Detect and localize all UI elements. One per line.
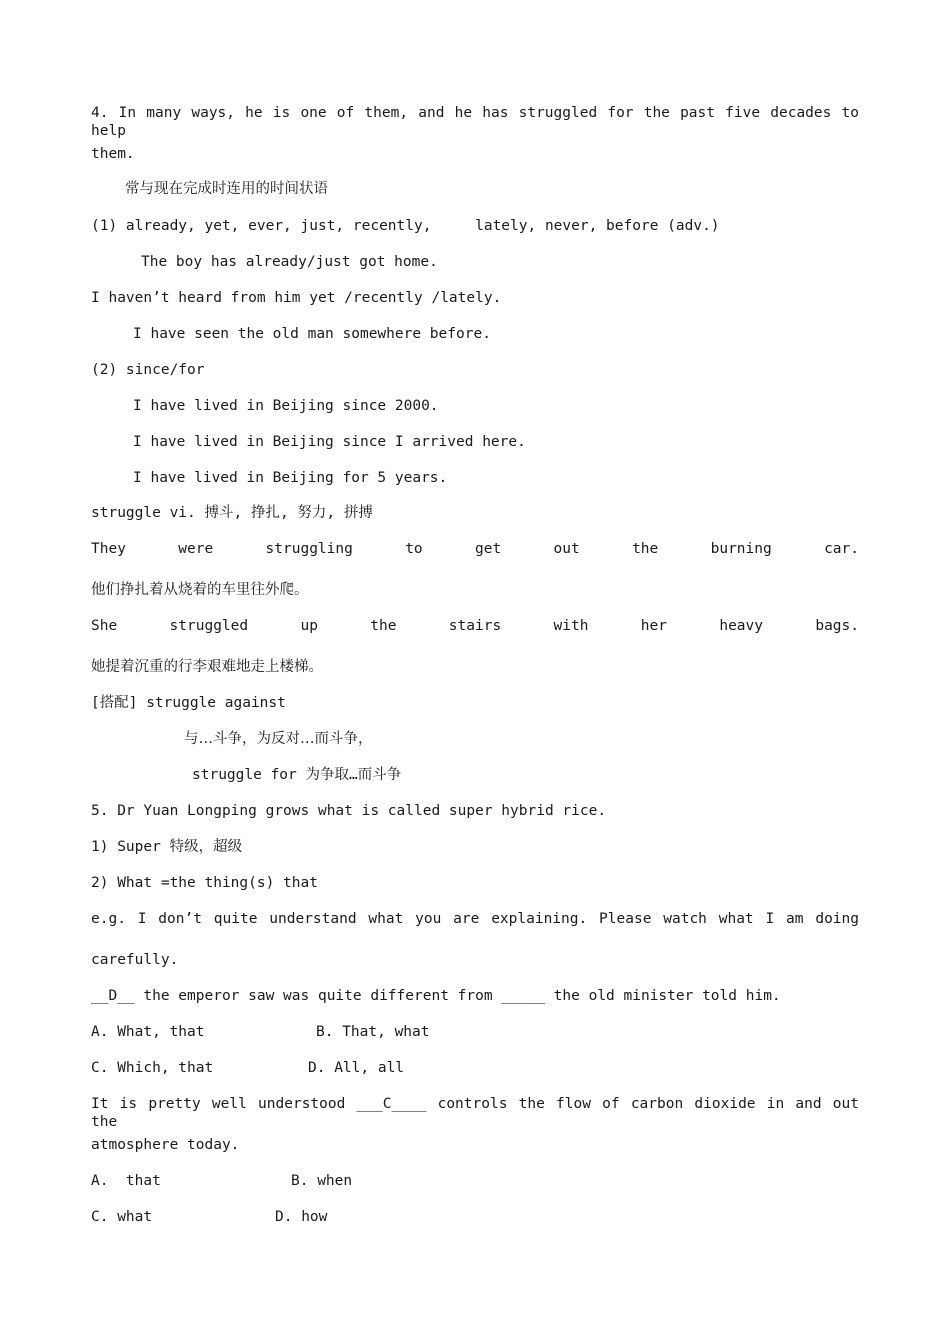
vocab-entry-struggle: struggle vi. 搏斗, 挣扎, 努力, 拼搏 <box>91 505 373 521</box>
note-2: 2) What =the thing(s) that <box>91 875 318 891</box>
example-sentence: I have lived in Beijing since 2000. <box>133 398 439 414</box>
section-heading-time-adverbials: 常与现在完成时连用的时间状语 <box>125 181 328 197</box>
exercise-question-2: It is pretty well understood ___C____ controls the flow of carbon dioxide in and out the <box>91 1096 859 1130</box>
option-a: A. What, that <box>91 1024 205 1040</box>
example-sentence: I have lived in Beijing for 5 years. <box>133 470 448 486</box>
exercise-question-1: __D__ the emperor saw was quite different from _____ the old minister told him. <box>91 988 781 1004</box>
example-sentence: e.g. I don’t quite understand what you are explaining. Please watch what I am doing <box>91 911 859 927</box>
example-sentence: I haven’t heard from him yet /recently /lately. <box>91 290 502 306</box>
item-4-sentence: 4. In many ways, he is one of them, and he has struggled for the past five decades to help <box>91 105 859 139</box>
option-c: C. Which, that <box>91 1060 214 1076</box>
example-sentence: I have lived in Beijing since I arrived here. <box>133 434 526 450</box>
example-sentence: The boy has already/just got home. <box>141 254 438 270</box>
list-item-2: (2) since/for <box>91 362 205 378</box>
item-4-sentence-cont: them. <box>91 146 135 162</box>
example-translation: 她提着沉重的行李艰难地走上楼梯。 <box>91 659 323 675</box>
option-c: C. what <box>91 1209 153 1225</box>
example-sentence: They were struggling to get out the burning car. <box>91 541 859 557</box>
collocation-heading: [搭配] struggle against <box>91 695 286 711</box>
option-d: D. how <box>275 1209 328 1225</box>
example-sentence-cont: carefully. <box>91 952 179 968</box>
collocation-entry: struggle for 为争取…而斗争 <box>192 767 402 783</box>
list-item-1: (1) already, yet, ever, just, recently, lately, never, before (adv.) <box>91 218 720 234</box>
item-5-sentence: 5. Dr Yuan Longping grows what is called super hybrid rice. <box>91 803 607 819</box>
example-sentence: She struggled up the stairs with her heavy bags. <box>91 618 859 634</box>
option-b: B. That, what <box>316 1024 430 1040</box>
example-translation: 他们挣扎着从烧着的车里往外爬。 <box>91 582 309 598</box>
collocation-meaning: 与…斗争，为反对…而斗争， <box>184 731 373 747</box>
example-sentence: I have seen the old man somewhere before. <box>133 326 491 342</box>
note-1: 1) Super 特级，超级 <box>91 839 243 855</box>
option-a: A. that <box>91 1173 161 1189</box>
option-d: D. All, all <box>308 1060 405 1076</box>
exercise-question-2-cont: atmosphere today. <box>91 1137 240 1153</box>
option-b: B. when <box>291 1173 353 1189</box>
